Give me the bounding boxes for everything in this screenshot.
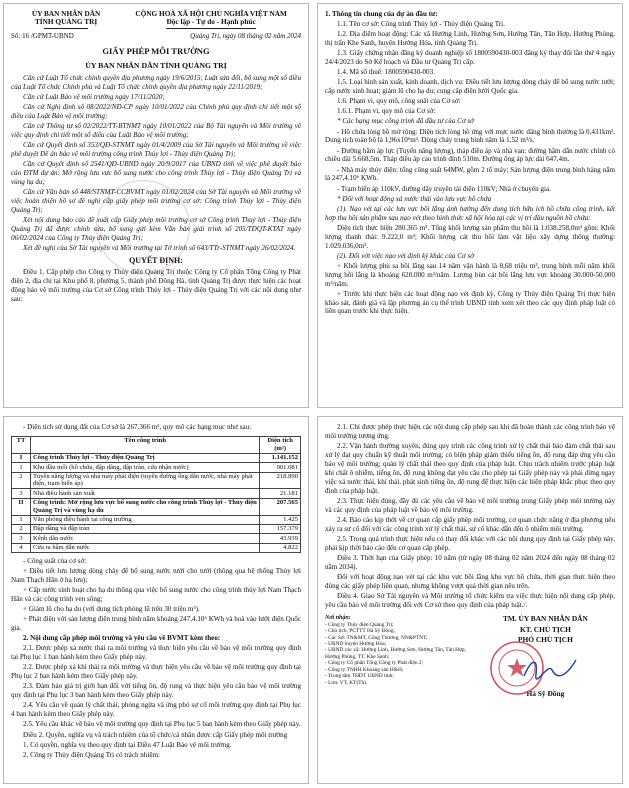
article-1: Điều 1. Cấp phép cho Công ty Thủy điện Quảng Trị thuộc Công ty Cổ phần Tổng Công ty Phát điện 2, địa chỉ tại Khu phố 8, phường 5, thành phố Đông Hà, tỉnh Quảng Trị được thực hiện các hoạt động bảo vệ môi trường của Cơ sở Công trình Thủy lợi - Thủy điện Quảng Trị với các nội dung như sau: [11, 268, 301, 304]
letterhead [11, 10, 301, 29]
table-cell: 1.141.152 [260, 453, 301, 462]
agency-rule [44, 28, 88, 29]
paragraph: - Trạm biến áp 110kV, đường dây truyền tải điện 110kV; Nhà ở chuyên gia. [337, 184, 551, 193]
legal-basis: Căn cứ Nghị định số 08/2022/NĐ-CP ngày 10/01/2022 của Chính phủ quy định chi tiết một số điều của Luật Bảo vệ môi trường; [11, 102, 301, 120]
recipient-item: - Công ty Thủy điện Quảng Trị; [325, 621, 394, 628]
paragraph: 2.4. Yêu cầu về quản lý chất thải, phòng ngừa và ứng phó sự cố môi trường quy định tại Phụ lục 4 ban hành kèm theo Giấy phép này. [11, 701, 301, 719]
paragraph: + Cấp nước sinh hoạt cho hạ du thông qua việc bổ sung nước cho công trình thủy lợi Nam Thạch Hãn và các công trình ven sông; [11, 586, 301, 604]
place-date: Quảng Trị, ngày 08 tháng 02 năm 2024 [190, 31, 301, 40]
paragraph: - Nhà máy thủy điện: tổng công suất 64MW, gồm 2 tổ máy; Sản lượng điện trung bình hàng năm là 247,4.10⁶ KWh. [325, 165, 615, 183]
recipient-item: - Trung tâm TĐDT UBND tỉnh; [325, 673, 394, 680]
paragraph: 2.2. Được phép xả khí thải ra môi trường và thực hiện yêu cầu về bảo vệ môi trường quy định tại Phụ lục 2 ban hành kèm theo Giấy phép này. [11, 663, 301, 681]
number-date-row [11, 32, 301, 40]
nation-line-2: Độc lập - Tự do - Hạnh phúc [166, 17, 256, 27]
table-row [12, 498, 301, 515]
paragraph: 1. Có quyền, nghĩa vụ theo quy định tại Điều 47 Luật Bảo vệ môi trường. [23, 740, 232, 749]
agency-line-2: TỈNH QUẢNG TRỊ [34, 17, 98, 27]
table-cell: Nhà điều hành sản xuất [31, 489, 260, 498]
page-3-content [11, 423, 301, 779]
column-header: Tên công trình [31, 436, 260, 453]
table-cell: Công trình Thủy lợi - Thủy điện Quảng Trị [31, 453, 260, 462]
table-cell: 218.890 [260, 472, 301, 489]
page-2-content [325, 10, 615, 403]
paragraph: Diện tích thực hiện 280.365 m². Tổng khối lượng sản phẩm thu hồi là 1.038.258,0m³ gồm: Khối lượng thanh thải: 9.222,0 m³; Khối lượng cát thu hồi làm vật liệu xây dựng thông thường: 1.029.036,0m³. [325, 223, 615, 250]
table-row [12, 515, 301, 524]
document-page-1 [3, 3, 309, 408]
paragraph: 1.2. Địa điểm hoạt động: Các xã Hướng Linh, Hướng Sơn, Hướng Tân, Tân Hợp, Hướng Phùng, thị trấn Khe Sanh, huyện Hướng Hóa, tỉnh Quảng Trị. [325, 30, 615, 48]
signature-block [325, 615, 615, 699]
table-cell: Kênh dẫn nước [31, 534, 260, 543]
table-cell: Khu đầu mối (hồ chứa, đập dâng, đập tràn, cửa nhận nước) [31, 463, 260, 472]
table-cell: 1 [12, 515, 31, 524]
table-cell: 207.565 [260, 498, 301, 515]
issuer-title: ỦY BAN NHÂN DÂN TỈNH QUẢNG TRỊ [85, 60, 227, 70]
table-cell: 21.181 [260, 489, 301, 498]
paragraph: 2.1. Được phép xả nước thải ra môi trường và thực hiện yêu cầu về bảo vệ môi trường quy định tại Phụ lục 1 ban hành kèm theo Giấy phép này. [11, 644, 301, 662]
paragraph: 1.6.1. Phạm vi, quy mô của Cơ sở: [337, 107, 436, 116]
paragraph: 1.5. Loại hình sản xuất, kinh doanh, dịch vụ: Điều tiết lưu lượng dòng chảy để bổ sung nước tưới; cấp nước sinh hoạt; giảm lũ cho hạ du; cung cấp điện lưới Quốc gia. [325, 78, 615, 96]
table-cell: Tuyến năng lượng và nhà máy phát điện (tuyến đường ống dẫn nước, nhà máy phát điện, trạm biến áp) [31, 472, 260, 489]
national-motto [121, 10, 301, 29]
signer-name: Hà Sỹ Đồng [526, 688, 565, 698]
nation-line-1: CỘNG HOÀ XÃ HỘI CHỦ NGHĨA VIỆT NAM [135, 9, 287, 18]
table-cell: Đập dâng và đập tràn [31, 524, 260, 533]
legal-basis: Căn cứ Văn bản số 448/STNMT-CCBVMT ngày 01/02/2024 của Sở Tài nguyên và Môi trường về việc hoàn thiện hồ sơ đề nghị cấp giấy phép môi trường cơ sở: Công trình Thủy lợi - Thủy điện Quảng Trị; [11, 187, 301, 214]
recipient-item: - Lưu: VT, KT(Th). [325, 679, 368, 686]
paragraph: (1). Nạo vét tại các lưu vực bồi lắng ảnh hưởng đến dung tích hữu ích hồ chứa công trình, kết hợp thu hồi sản phẩm sau nạo vét theo hình thức xã hội hóa tại các vị trí đầu nguồn hồ chứa: [325, 204, 615, 222]
document-title: GIẤY PHÉP MÔI TRƯỜNG [102, 45, 210, 56]
recipient-item: - Công ty TNHH Khoáng sản H&H; [325, 666, 404, 673]
legal-basis: Căn cứ Luật Bảo vệ môi trường ngày 17/11/2020; [23, 92, 165, 101]
paragraph: 2.5. Trong quá trình thực hiện nếu có thay đổi khác với các nội dung quy định tại Giấy phép này, phải kịp thời báo cáo đến cơ quan cấp phép. [325, 534, 615, 552]
paragraph: - Hồ chứa lòng hồ mở rộng: Diện tích lòng hồ ứng với mực nước dâng bình thường là 0,431km². Dung tích toàn bộ là 1,96x10⁶m³. Dòng chảy trung bình năm là 1,52 m³/s. [325, 127, 615, 145]
paragraph: + Điều tiết lưu lượng dòng chảy để bổ sung nước tưới cho tưới (thông qua hệ thống Thủy lợi Nam Thạch Hãn ở hạ lưu); [11, 567, 301, 585]
paragraph: + Phát điện với sản lượng điện trung bình năm khoảng 247,4.10⁶ KWh và hoà vào lưới điện Quốc gia. [11, 615, 301, 633]
table-cell: 43.939 [260, 534, 301, 543]
subheading: (2). Đối với việc nạo vét định kỳ khác của Cơ sở [337, 251, 475, 260]
paragraph: 1.1. Tên cơ sở: Công trình Thủy lợi - Thủy điện Quảng Trị. [337, 20, 505, 29]
paragraph: 1.6. Phạm vi, quy mô, công suất của Cơ sở: [337, 97, 461, 106]
document-page-2 [317, 3, 623, 408]
signature-icon [520, 654, 580, 684]
article-3: Điều 3. Thời hạn của Giấy phép: 10 năm (từ ngày 08 tháng 02 năm 2024 đến ngày 08 tháng 02 năm 2034). [325, 553, 615, 571]
recipient-item: - Chủ tịch, PCTTT Hà Sỹ Đồng; [325, 628, 396, 635]
article-4: Điều 4. Giao Sở Tài nguyên và Môi trường tổ chức kiểm tra việc thực hiện nội dung cấp phép, yêu cầu bảo vệ môi trường đối với Cơ sở theo quy định của pháp luật./. [325, 591, 615, 609]
issuing-agency [11, 10, 121, 29]
paragraph: - Diện tích sử dụng đất của Cơ sở là 267.366 m², quy mô các hạng mục như sau: [23, 423, 252, 431]
paragraph: 1.3. Giấy chứng nhận đăng ký doanh nghiệp số 1800590430-003 đăng ký thay đổi lần thứ 4 ngày 24/4/2023 do Sở Kế hoạch và Đầu tư Quảng Trị cấp. [325, 49, 615, 67]
table-cell: 4 [12, 543, 31, 552]
signer-title-1: TM. ỦY BAN NHÂN DÂN [502, 614, 588, 624]
table-cell: 157.379 [260, 524, 301, 533]
section-heading: 2. Nội dung cấp phép môi trường và yêu cầu về BVMT kèm theo: [23, 634, 221, 643]
table-row [12, 489, 301, 498]
paragraph: Đối với hoạt động nạo vét tại các khu vực bồi lắng khu vực hồ chứa, thời gian thực hiện theo đúng các giấy phép liên quan, nhưng không vượt quá thời gian nêu trên. [325, 572, 615, 590]
table-cell: 2 [12, 524, 31, 533]
table-row [12, 472, 301, 489]
table-cell: 4.822 [260, 543, 301, 552]
subheading: * Các hạng mục công trình đã đầu tư của Cơ sở [337, 117, 474, 126]
table-row [12, 463, 301, 472]
paragraph: 2.3. Đảm bảo giá trị giới hạn đối với tiếng ồn, độ rung và thực hiện yêu cầu bảo vệ môi trường quy định tại Phụ lục 3 ban hành kèm theo Giấy phép này. [11, 682, 301, 700]
table-cell: 1.425 [260, 515, 301, 524]
table-cell: 2 [12, 472, 31, 489]
recipient-item: - Các Sở: TN&MT, Công Thương, NN&PTNT; [325, 634, 428, 641]
agency-line-1: ỦY BAN NHÂN DÂN [31, 9, 101, 18]
legal-basis: Căn cứ Thông tư số 02/2022/TT-BTNMT ngày 10/01/2022 của Bộ Tài nguyên và Môi trường về việc quy định chi tiết một số điều của Luật Bảo vệ môi trường; [11, 121, 301, 139]
table-row [12, 524, 301, 533]
table-cell: 3 [12, 534, 31, 543]
paragraph: 1.4. Mã số thuế: 1800590430-003. [337, 68, 435, 77]
recipient-item: - UBND huyện Hướng Hóa; [325, 641, 387, 648]
document-page-4 [317, 416, 623, 784]
signer-title-2: KT. CHỦ TỊCH [519, 624, 571, 634]
table-cell: I [12, 453, 31, 462]
table-row [12, 534, 301, 543]
column-header: Diện tích (m²) [260, 436, 301, 453]
signer-title-3: PHÓ CHỦ TỊCH [517, 634, 573, 644]
table-cell: Cửa ra hầm dẫn nước [31, 543, 260, 552]
table-cell: 901.081 [260, 463, 301, 472]
recipient-item: - UBND các xã: Hướng Linh, Hướng Sơn, Hướng Tân, Tân Hợp, Hướng Phùng, TT. Khe Sanh; [325, 647, 466, 660]
paragraph: - Công suất của cơ sở: [23, 557, 87, 566]
table-row [12, 453, 301, 462]
paragraph: + Trước khi thực hiện các hoạt động nạo vét định kỳ, Công ty Thủy điện Quảng Trị thực hiện khảo sát, đánh giá và lập phương án cụ thể trình UBND tỉnh xem xét theo các quy định pháp luật có liên quan trước khi thực hiện. [325, 289, 615, 316]
paragraph: 2. Công ty Thủy điện Quảng Trị có trách nhiệm: [23, 750, 161, 759]
signer-area [476, 615, 615, 699]
paragraph: 2.5. Yêu cầu khác về bảo vệ môi trường quy định tại Phụ lục 5 ban hành kèm theo Giấy phép này. [23, 720, 301, 729]
paragraph: + Giảm lũ cho hạ du (với dung tích phòng lũ trên 30 triệu m³). [23, 605, 200, 614]
legal-basis: Căn cứ Quyết định số 353/QĐ-STNMT ngày 01/4/2009 của Sở Tài nguyên và Môi trường về việc phê duyệt Đề án bảo vệ môi trường công trình Thủy lợi - Thủy điện Quảng Trị; [11, 140, 301, 158]
subheading: * Đối với hoạt động xả nước thải vào lưu vực hồ chứa [337, 194, 492, 203]
decision-heading: QUYẾT ĐỊNH: [129, 255, 183, 265]
section-heading: 1. Thông tin chung của dự án đầu tư: [325, 10, 438, 18]
paragraph: 2.2. Vận hành thường xuyên, đúng quy trình các công trình xử lý chất thải bảo đảm chất thải sau xử lý đạt quy chuẩn kỹ thuật môi trường; có biện pháp giảm thiểu tiếng ồn, độ rung đáp ứng yêu cầu bảo vệ môi trường; quản lý chất thải theo quy định của pháp luật. Chịu trách nhiệm trước pháp luật khi chất ô nhiễm, tiếng ồn, độ rung không đạt yêu cầu cho phép tại Giấy phép này và phải dừng ngay việc xả nước thải, khí thải, phát sinh tiếng ồn, độ rung để thực hiện các biện pháp khắc phục theo quy định của pháp luật. [325, 442, 615, 495]
table-header-row [12, 436, 301, 453]
table-cell: Văn phòng điều hành tại công trường [31, 515, 260, 524]
page-4-content [325, 423, 615, 779]
table-cell: II [12, 498, 31, 515]
document-number: Số: 16 /GPMT-UBND [11, 31, 74, 40]
recipients-title: Nơi nhận: [325, 615, 351, 622]
motto-rule [166, 28, 256, 29]
recipients-list [325, 615, 470, 699]
legal-basis: Căn cứ Quyết định số 2541/QĐ-UBND ngày 20/9/2017 của UBND tỉnh về việc phê duyệt báo cáo ĐTM dự án: Mở rộng lưu vực bổ sung nước cho công trình Thủy lợi - Thủy điện Quảng Trị và vùng hạ du; [11, 159, 301, 186]
paragraph: + Khối lượng phù sa bồi lắng sau 14 năm vận hành là 8,68 triệu m³, trung bình mỗi năm khối lượng bồi lắng là khoảng 620.000 m³/năm. Lượng bùn cát bồi lắng lưu vực khoảng 30.000-50.000 m³/năm. [325, 261, 615, 288]
paragraph: 2.3. Thực hiện đúng, đầy đủ các yêu cầu về bảo vệ môi trường trong Giấy phép môi trường này và các quy định của pháp luật về bảo vệ môi trường. [325, 496, 615, 514]
legal-basis: Xét nội dung báo cáo đề xuất cấp Giấy phép môi trường cơ sở Công trình Thuỷ lợi - Thủy điện Quảng Trị đã được chỉnh sửa, bổ sung gửi kèm Văn bản giải trình số 205/TĐQT-KTAT ngày 06/02/2024 của Công ty Thủy điện Quảng Trị; [11, 215, 301, 242]
paragraph: 2.1. Chỉ được phép thực hiện các nội dung cấp phép sau khi đã hoàn thành các công trình bảo vệ môi trường tương ứng. [325, 423, 615, 440]
legal-basis: Xét đề nghị của Sở Tài nguyên và Môi trường tại Tờ trình số 643/TTr-STNMT ngày 26/02/2024. [23, 243, 296, 252]
paragraph: 2.4. Báo cáo kịp thời về cơ quan cấp giấy phép môi trường, cơ quan chức năng ở địa phương nếu xảy ra sự cố đối với các công trình xử lý chất thải, sự cố khác dẫn đến ô nhiễm môi trường. [325, 515, 615, 533]
recipient-item: - Công ty Cổ phần Tổng Công ty Phát điện 2; [325, 660, 424, 667]
table-cell: 1 [12, 463, 31, 472]
paragraph: - Đường hầm áp lực (Tuyến năng lượng), tháp điều áp và nhà van: đường hầm dẫn nước chính có chiều dài 5.668,5m. Tháp điều áp cao trình đỉnh 510m. Đường ống áp lực dài 647,4m. [325, 146, 615, 164]
article-2: Điều 2. Quyền, nghĩa vụ và trách nhiệm của tổ chức/cá nhân được cấp Giấy phép môi trường [23, 730, 288, 739]
column-header: TT [12, 436, 31, 453]
seal-signature-area [476, 646, 615, 690]
official-seal-stamp [96, 180, 190, 274]
land-area-table [11, 436, 301, 553]
table-cell: Công trình: Mở rộng lưu vực bổ sung nước cho công trình Thủy lợi - Thủy điện Quảng Trị và vùng hạ du [31, 498, 260, 515]
document-page-3 [3, 416, 309, 784]
legal-basis: Căn cứ Luật Tổ chức chính quyền địa phương ngày 19/6/2015; Luật sửa đổi, bổ sung một số điều của Luật Tổ chức Chính phủ và Luật Tổ chức chính quyền địa phương ngày 22/11/2019; [11, 73, 301, 91]
table-cell: 3 [12, 489, 31, 498]
table-row [12, 543, 301, 552]
